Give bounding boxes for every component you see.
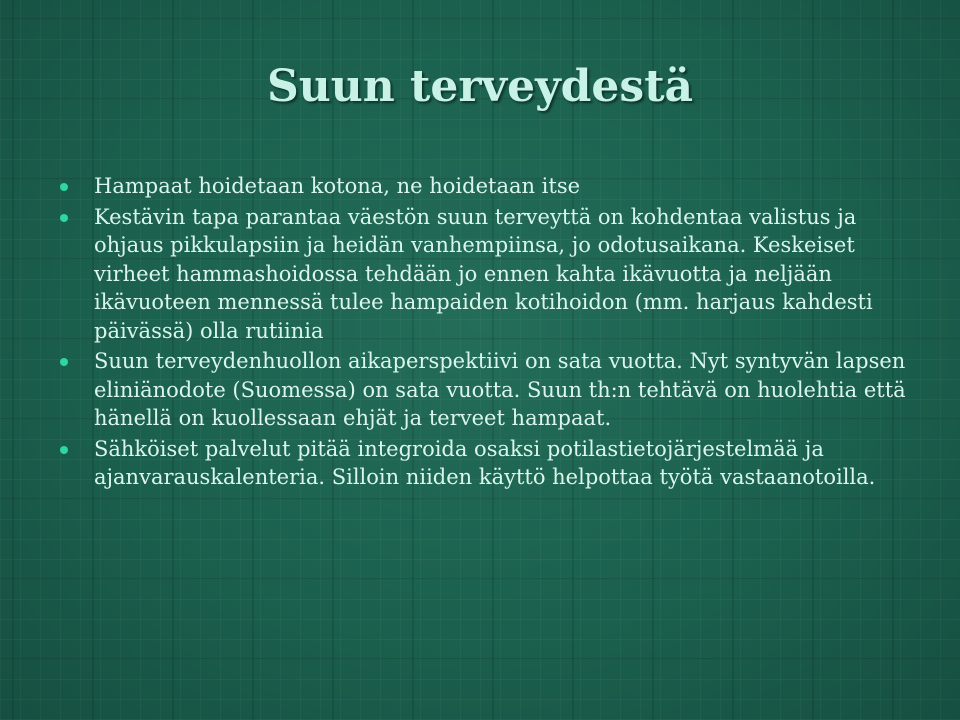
bullet-dot-icon [60,183,68,191]
bullet-item [60,435,920,492]
bullet-item [60,203,920,346]
bullet-text: Kestävin tapa parantaa väestön suun terveyttä on kohdentaa valistus ja ohjaus pikkulapsiin ja heidän vanhempiinsa, jo odotusaikana. Keskeiset virheet hammashoidossa tehdään jo ennen kahta ikävuotta ja neljään ikävuoteen mennessä tulee hampaiden kotihoidon (mm. harjaus kahdesti päivässä) olla rutiinia [94,204,873,343]
bullet-item [60,347,920,433]
bullet-dot-icon [60,214,68,222]
bullet-text: Suun terveydenhuollon aikaperspektiivi on sata vuotta. Nyt syntyvän lapsen eliniänodote (Suomessa) on sata vuotta. Suun th:n tehtävä on huolehtia että hänellä on kuollessaan ehjät ja terveet hampaat. [94,349,906,430]
slide-title: Suun terveydestä [266,61,694,112]
bullet-item [60,172,920,201]
bullet-list [60,172,920,494]
bullet-text: Hampaat hoidetaan kotona, ne hoidetaan itse [94,174,581,198]
bullet-dot-icon [60,358,68,366]
bullet-dot-icon [60,446,68,454]
bullet-text: Sähköiset palvelut pitää integroida osaksi potilastietojärjestelmää ja ajanvarauskalenteria. Silloin niiden käyttö helpottaa työtä vastaanotoilla. [94,436,876,489]
